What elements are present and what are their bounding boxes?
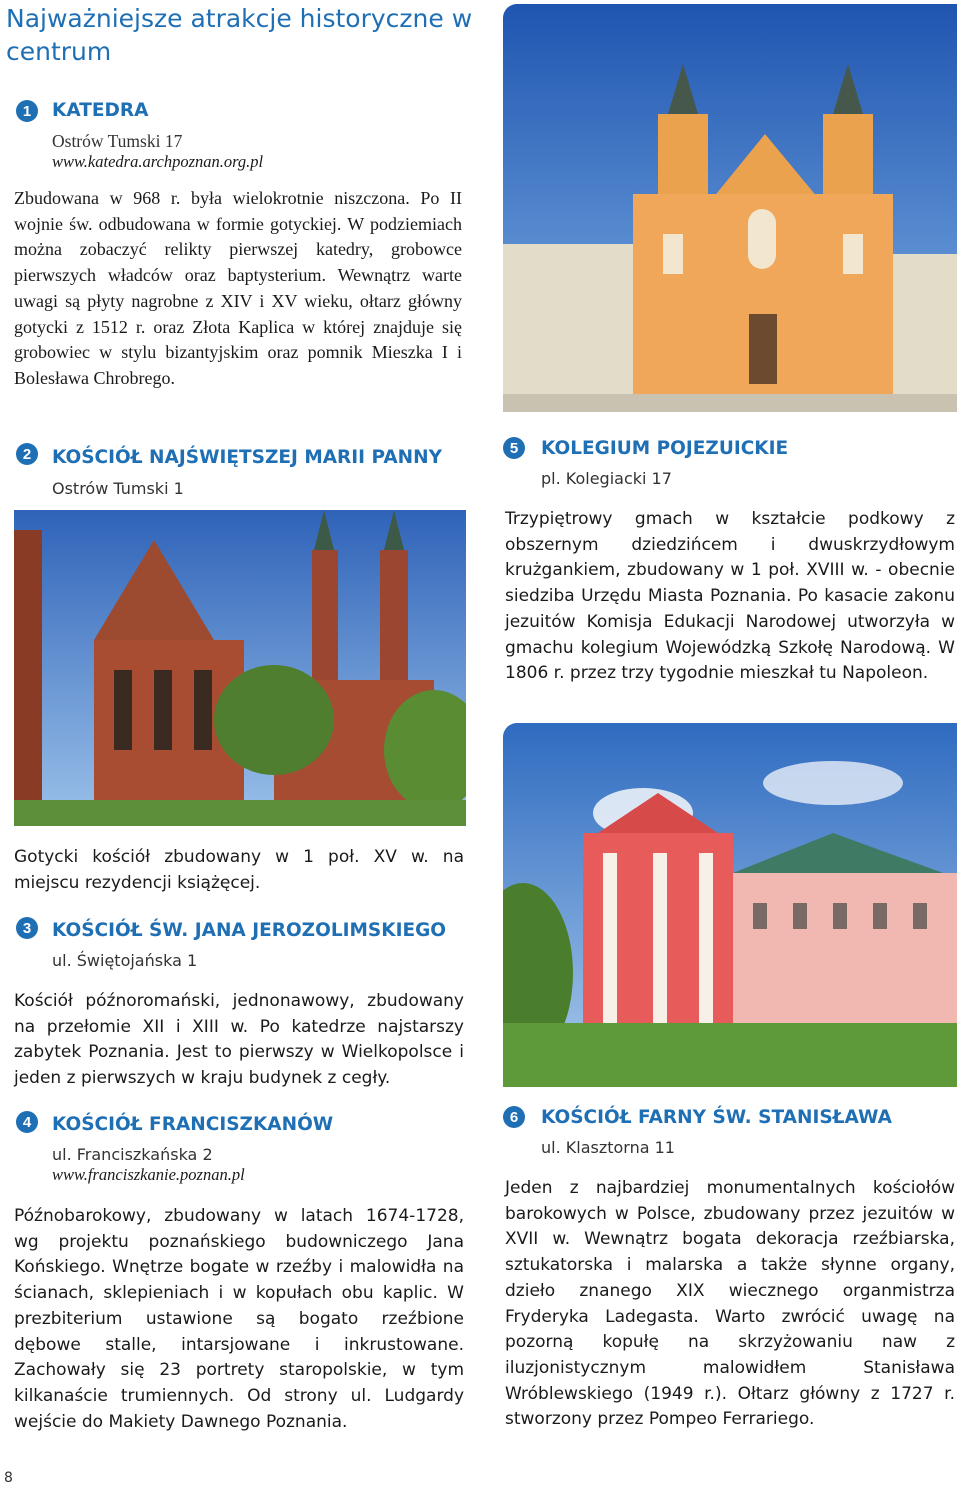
section-body: Jeden z najbardziej monumentalnych kościołów barokowych w Polsce, zbudowany przez jezuitów w XVII w. Wewnątrz bogata dekoracja rzeźbiarska, sztukatorska i malarska a także słynne organy, dzieło znanego XIX wiecznego organmistrza Fryderyka Ladegasta. Warto zwrócić uwagę na pozorną kopułę na skrzyżowaniu naw z iluzjonistycznym malowidłem Stanisława Wróblewskiego (1949 r.). Ołtarz główny z 1727 r. stworzony przez Pompeo Ferrariego. (505, 1178, 955, 1430)
section-heading: KOŚCIÓŁ NAJŚWIĘTSZEJ MARII PANNY (52, 447, 443, 468)
section-address: ul. Franciszkańska 2 (52, 1145, 213, 1164)
section-url-link[interactable]: www.katedra.archpoznan.org.pl (52, 152, 264, 171)
section-heading: KOŚCIÓŁ FARNY ŚW. STANISŁAWA (541, 1107, 892, 1128)
section-address: ul. Świętojańska 1 (52, 951, 198, 970)
section-heading: KOŚCIÓŁ FRANCISZKANÓW (52, 1114, 334, 1135)
section-number-badge: 1 (16, 100, 38, 122)
section-address: ul. Klasztorna 11 (541, 1138, 675, 1157)
section-number-badge: 5 (503, 437, 525, 459)
church-virgin-mary-photo (14, 510, 466, 826)
section-number-badge: 6 (503, 1106, 525, 1128)
section-address: Ostrów Tumski 1 (52, 479, 184, 498)
section-heading: KATEDRA (52, 100, 149, 121)
section-number-badge: 2 (16, 443, 38, 465)
section-number-badge: 4 (16, 1111, 38, 1133)
section-body: Zbudowana w 968 r. była wielokrotnie niszczona. Po II wojnie św. odbudowana w formie gotyckiej. W podziemiach można zobaczyć relikty pierwszej katedry, grobowce pierwszych władców oraz baptysterium. Wewnątrz warte uwagi są płyty nagrobne z XIV i XV wieku, ołtarz główny gotycki z 1512 r. oraz Złota Kaplica w której znajduje się grobowiec w stylu bizantyjskim oraz pomnik Mieszka I i Bolesława Chrobrego. (14, 188, 462, 388)
section-body: Trzypiętrowy gmach w kształcie podkowy z obszernym dziedzińcem i dwuskrzydłowym krużgankiem, zbudowany w 1 poł. XVIII w. - obecnie siedziba Urzędu Miasta Poznania. Po kasacie zakonu jezuitów Komisja Edukacji Narodowej utworzyła w gmachu kolegium Wojewódzką Szkołę Narodową. W 1806 r. przez trzy tygodnie mieszkał tu Napoleon. (505, 509, 955, 684)
page-number: 8 (4, 1470, 13, 1486)
section-address: Ostrów Tumski 17 (52, 131, 183, 151)
section-address: pl. Kolegiacki 17 (541, 469, 672, 488)
section-number-badge: 3 (16, 917, 38, 939)
section-url-link[interactable]: www.franciszkanie.poznan.pl (52, 1165, 245, 1184)
parish-church-photo (503, 723, 957, 1087)
section-heading: KOLEGIUM POJEZUICKIE (541, 438, 789, 459)
section-body: Gotycki kościół zbudowany w 1 poł. XV w. na miejscu rezydencji książęcej. (14, 847, 464, 893)
section-heading: KOŚCIÓŁ ŚW. JANA JEROZOLIMSKIEGO (52, 920, 447, 941)
section-body: Późnobarokowy, zbudowany w latach 1674-1728, wg projektu poznańskiego budowniczego Jana Końskiego. Wnętrze bogate w rzeźby i malowidła na ścianach, sklepieniach i w kopułach obu kaplic. W prezbiterium ustawione są bogato rzeźbione dębowe stalle, intarsjowane i inkrustowane. Zachowały się 23 portrety staropolskie, w tym kilkanaście trumiennych. Od strony ul. Ludgardy wejście do Makiety Dawnego Poznania. (14, 1206, 464, 1432)
page-title: Najważniejsze atrakcje historyczne w centrum (6, 4, 473, 66)
franciscan-church-photo (503, 4, 957, 412)
section-body: Kościół późnoromański, jednonawowy, zbudowany na przełomie XII i XIII w. Po katedrze najstarszy zabytek Poznania. Jest to pierwszy w Wielkopolsce i jeden z pierwszych w kraju budynek z cegły. (14, 991, 464, 1089)
